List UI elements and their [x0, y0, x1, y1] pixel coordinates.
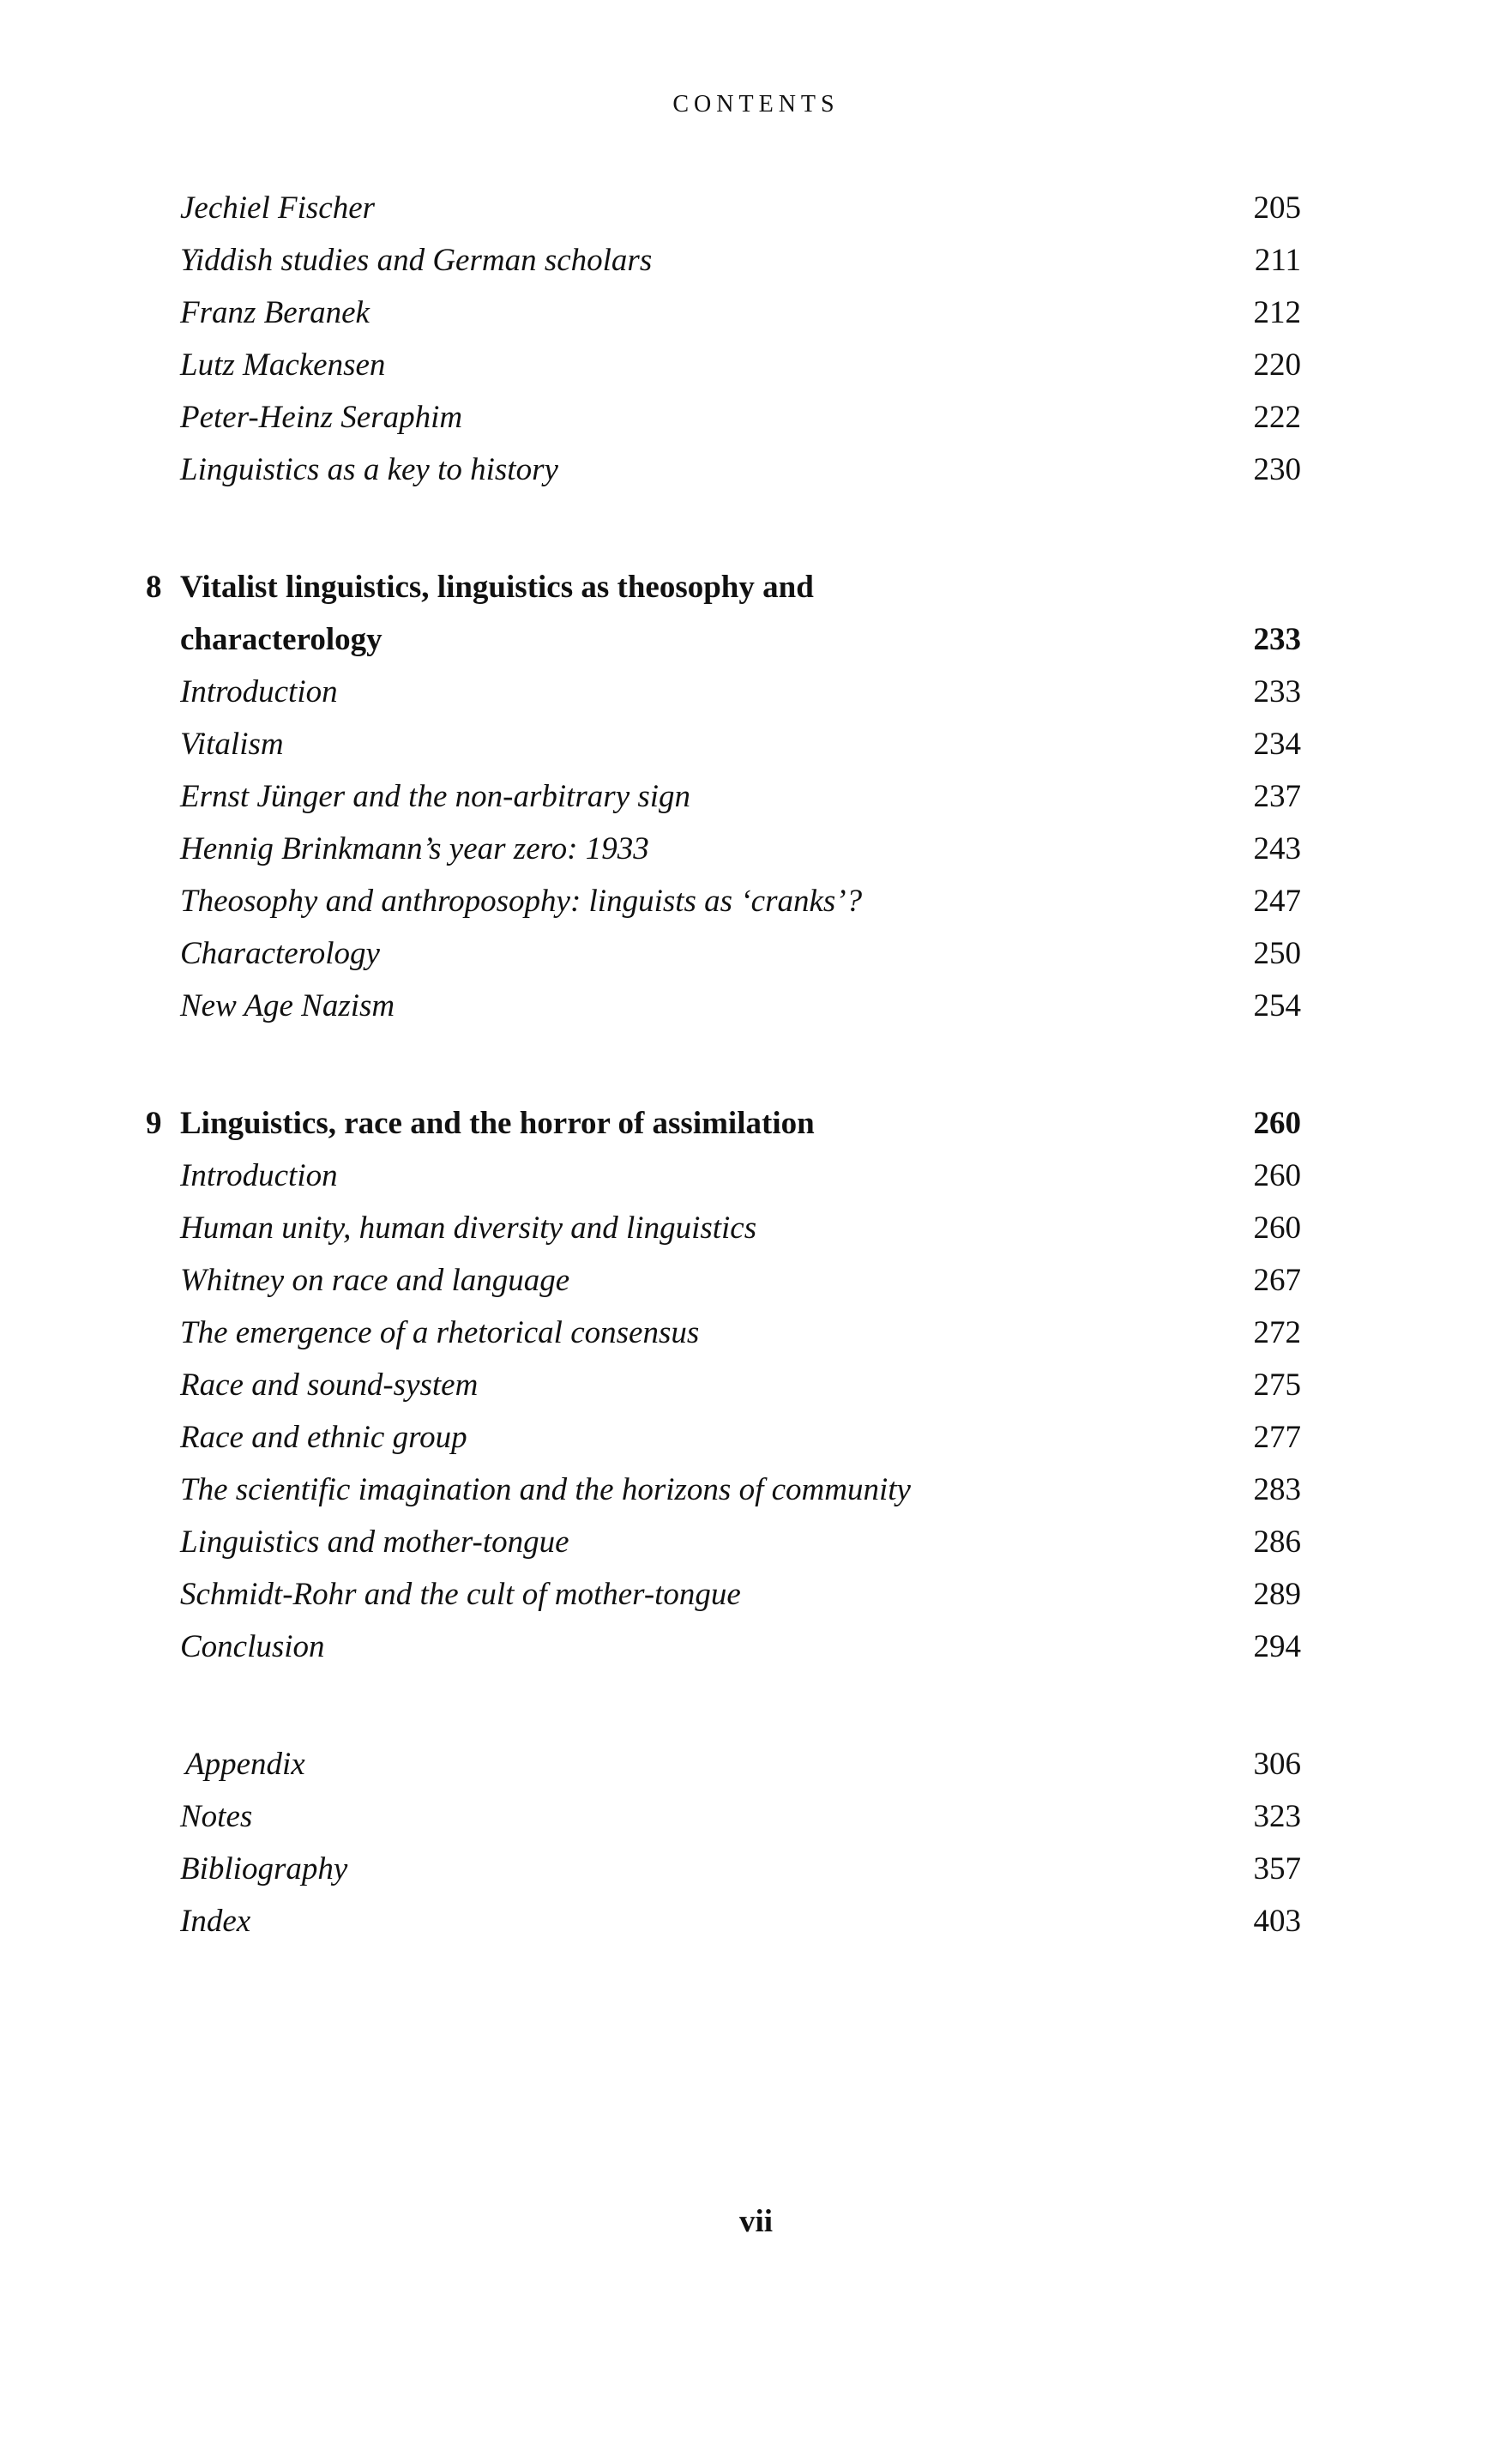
entry-title: Race and ethnic group	[180, 1420, 467, 1455]
chapter-title: Linguistics, race and the horror of assimilation	[180, 1106, 815, 1141]
entry-page: 403	[1253, 1904, 1301, 1939]
entry-title: The emergence of a rhetorical consensus	[180, 1315, 700, 1350]
entry-page: 220	[1253, 347, 1301, 383]
entry-title: Appendix	[185, 1747, 305, 1782]
toc-section-back-matter	[0, 1738, 1512, 1947]
entry-page: 250	[1253, 936, 1301, 971]
entry-title: Whitney on race and language	[180, 1263, 570, 1298]
entry-page: 234	[1253, 727, 1301, 762]
toc-entry	[0, 666, 1512, 718]
entry-title: Lutz Mackensen	[180, 347, 386, 383]
chapter-page: 260	[1253, 1106, 1301, 1141]
entry-page: 260	[1253, 1158, 1301, 1193]
entry-page: 230	[1253, 452, 1301, 487]
entry-title: Introduction	[180, 1158, 338, 1193]
chapter-page: 233	[1253, 622, 1301, 657]
entry-page: 247	[1253, 884, 1301, 919]
entry-title: Conclusion	[180, 1629, 325, 1664]
entry-page: 222	[1253, 400, 1301, 435]
entry-title: Race and sound-system	[180, 1367, 479, 1403]
entry-title: New Age Nazism	[180, 988, 395, 1023]
entry-title: Introduction	[180, 674, 338, 709]
toc-entry	[0, 980, 1512, 1032]
entry-title: Notes	[180, 1799, 253, 1834]
chapter-heading-continued	[0, 613, 1512, 666]
toc-entry	[0, 1254, 1512, 1307]
table-of-contents	[0, 182, 1512, 1947]
chapter-title: characterology	[180, 622, 383, 657]
chapter-title: Vitalist linguistics, linguistics as theosophy and	[180, 570, 814, 605]
toc-entry	[0, 1790, 1512, 1843]
entry-title: Index	[180, 1904, 251, 1939]
toc-entry	[0, 1516, 1512, 1568]
toc-entry	[0, 1411, 1512, 1464]
entry-title: Linguistics and mother-tongue	[180, 1524, 569, 1560]
chapter-heading	[0, 1097, 1512, 1150]
toc-entry	[0, 927, 1512, 980]
toc-entry	[0, 1895, 1512, 1947]
toc-entry	[0, 770, 1512, 823]
entry-title: Characterology	[180, 936, 380, 971]
toc-entry	[0, 1738, 1512, 1790]
entry-page: 323	[1253, 1799, 1301, 1834]
toc-entry	[0, 1621, 1512, 1673]
entry-title: Jechiel Fischer	[180, 190, 376, 226]
entry-page: 294	[1253, 1629, 1301, 1664]
toc-entry	[0, 444, 1512, 496]
entry-title: Peter-Heinz Seraphim	[180, 400, 463, 435]
toc-section	[0, 182, 1512, 496]
toc-entry	[0, 1464, 1512, 1516]
entry-title: Theosophy and anthroposophy: linguists as ‘cranks’?	[180, 884, 863, 919]
chapter-heading	[0, 561, 1512, 613]
entry-title: Vitalism	[180, 727, 284, 762]
entry-title: Yiddish studies and German scholars	[180, 243, 653, 278]
entry-page: 254	[1253, 988, 1301, 1023]
entry-title: Ernst Jünger and the non-arbitrary sign	[180, 779, 691, 814]
toc-entry	[0, 1150, 1512, 1202]
toc-entry	[0, 1359, 1512, 1411]
toc-entry	[0, 287, 1512, 339]
toc-entry	[0, 234, 1512, 287]
entry-page: 233	[1253, 674, 1301, 709]
running-head: CONTENTS	[672, 91, 840, 118]
entry-title: Linguistics as a key to history	[180, 452, 558, 487]
entry-title: Human unity, human diversity and linguistics	[180, 1210, 757, 1246]
entry-title: Bibliography	[180, 1851, 348, 1887]
chapter-number: 9	[146, 1106, 162, 1141]
entry-page: 357	[1253, 1851, 1301, 1887]
entry-page: 306	[1253, 1747, 1301, 1782]
entry-title: Hennig Brinkmann’s year zero: 1933	[180, 831, 649, 866]
entry-title: Franz Beranek	[180, 295, 370, 330]
entry-title: The scientific imagination and the horizons of community	[180, 1472, 911, 1507]
toc-entry	[0, 718, 1512, 770]
entry-page: 212	[1253, 295, 1301, 330]
entry-page: 205	[1253, 190, 1301, 226]
toc-entry	[0, 875, 1512, 927]
page-number: vii	[738, 2204, 774, 2239]
chapter-number: 8	[146, 570, 162, 605]
toc-section-chapter-8	[0, 561, 1512, 1032]
entry-page: 211	[1254, 243, 1301, 278]
toc-entry	[0, 1843, 1512, 1895]
entry-page: 277	[1253, 1420, 1301, 1455]
toc-entry	[0, 1202, 1512, 1254]
toc-section-chapter-9	[0, 1097, 1512, 1673]
entry-title: Schmidt-Rohr and the cult of mother-tongue	[180, 1577, 741, 1612]
toc-entry	[0, 823, 1512, 875]
entry-page: 272	[1253, 1315, 1301, 1350]
toc-entry	[0, 391, 1512, 444]
entry-page: 283	[1253, 1472, 1301, 1507]
toc-entry	[0, 182, 1512, 234]
entry-page: 289	[1253, 1577, 1301, 1612]
toc-entry	[0, 1307, 1512, 1359]
toc-entry	[0, 339, 1512, 391]
entry-page: 260	[1253, 1210, 1301, 1246]
entry-page: 275	[1253, 1367, 1301, 1403]
entry-page: 267	[1253, 1263, 1301, 1298]
entry-page: 237	[1253, 779, 1301, 814]
toc-entry	[0, 1568, 1512, 1621]
entry-page: 243	[1253, 831, 1301, 866]
entry-page: 286	[1253, 1524, 1301, 1560]
